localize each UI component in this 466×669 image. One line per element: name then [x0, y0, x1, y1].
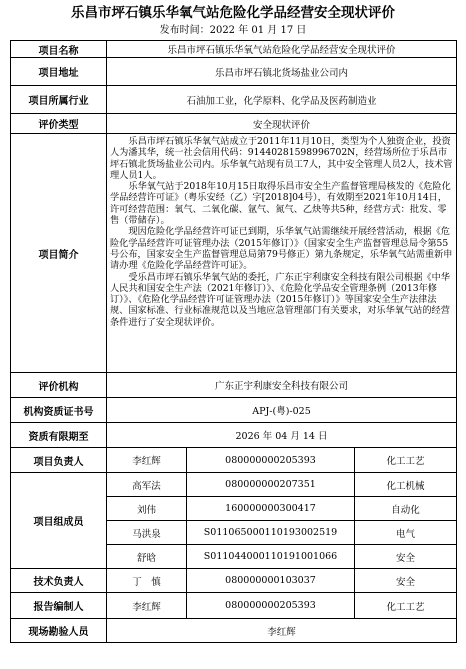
row-tech-leader: [11, 569, 457, 593]
row-site-survey: [11, 619, 457, 643]
project-address-label: 项目地址: [11, 58, 107, 86]
report-author-cert: 080000000205393: [187, 593, 355, 619]
project-leader-major: 化工工艺: [355, 448, 457, 473]
project-name-value: 乐昌市坪石镇乐华氧气站危险化学品经营安全现状评价: [107, 41, 457, 58]
eval-type-value: 安全现状评价: [107, 114, 457, 134]
member-major: 电气: [355, 521, 457, 545]
publish-date-label: 发布时间：: [159, 25, 210, 36]
valid-until-value: 2026 年 04 月 14 日: [107, 423, 457, 448]
member-row: [11, 473, 457, 497]
member-major: 安全: [355, 545, 457, 569]
intro-paragraph: 受乐昌市坪石镇乐华氧气站的委托，广东正宇利康安全科技有限公司根据《中华人民共和国安全生产法（2021年修订）》、《危险化学品安全管理条例（2013年修订）》、《危险化学品经营许可证管理办法（2015年修订）》等国家安全生产法律法规、国家标准、行业标准规范以及当地应急管理部门有关要求，对乐华氧气站的经营条件进行了安全现状评价。: [110, 271, 450, 328]
intro-paragraph: 现因危险化学品经营许可证已到期，乐华氧气站需继续开展经营活动，根据《危险化学品经营许可证管理办法（2015年修订）》（国家安全生产监督管理总局令第55号公布，国家安全生产监督管理总局第79号修正）第九条规定，乐华氧气站需重新申请办理《危险化学品经营许可证》。: [110, 226, 453, 272]
row-project-name: [11, 41, 457, 58]
document-title: 乐昌市坪石镇乐华氧气站危险化学品经营安全现状评价: [71, 5, 395, 21]
publish-date: 2022 年 01 月 17 日: [209, 25, 307, 36]
project-leader-label: 项目负责人: [11, 448, 107, 473]
tech-leader-cert: 080000000103037: [187, 569, 355, 593]
member-cert: S011044000110191001066: [187, 545, 355, 569]
industry-value: 石油加工业，化学原料、化学品及医药制造业: [107, 86, 457, 114]
member-major: 化工机械: [355, 473, 457, 497]
project-address-value: 乐昌市坪石镇北货场盐业公司内: [107, 58, 457, 86]
site-survey-label: 现场勘验人员: [11, 619, 107, 643]
intro-body: [107, 134, 457, 373]
project-leader-name: 李红辉: [107, 448, 187, 473]
row-project-leader: [11, 448, 457, 473]
tech-leader-name: 丁 慎: [107, 569, 187, 593]
eval-type-label: 评价类型: [11, 114, 107, 134]
row-report-author: [11, 593, 457, 619]
row-valid-until: [11, 423, 457, 448]
info-table: [10, 40, 457, 643]
intro-paragraph: 乐昌市坪石镇乐华氧气站成立于2011年11月10日，类型为个人独资企业，投资人为潘其华，统一社会信用代码：91440281598996702N，经营场所位于乐昌市坪石镇北货场盐业公司内。乐华氧气站现有员工7人，其中安全管理人员2人，技术管理人员1人。: [110, 136, 453, 181]
project-name-label: 项目名称: [11, 41, 107, 58]
license-label: 机构资质证书号: [11, 398, 107, 423]
member-major: 自动化: [355, 497, 457, 521]
row-eval-type: [11, 114, 457, 134]
member-cert: S011065000110193002519: [187, 521, 355, 545]
intro-label: 项目简介: [11, 134, 107, 373]
license-value: APJ-(粤)-025: [107, 398, 457, 423]
member-name: 马洪泉: [107, 521, 187, 545]
row-industry: [11, 86, 457, 114]
member-name: 舒晗: [107, 545, 187, 569]
member-name: 刘伟: [107, 497, 187, 521]
member-cert: 160000000300417: [187, 497, 355, 521]
report-author-major: 化工工艺: [355, 593, 457, 619]
row-intro: [11, 134, 457, 373]
report-author-label: 报告编制人: [11, 593, 107, 619]
tech-leader-label: 技术负责人: [11, 569, 107, 593]
industry-label: 项目所属行业: [11, 86, 107, 114]
site-survey-value: 李红辉: [107, 619, 457, 643]
tech-leader-major: 安全: [355, 569, 457, 593]
intro-paragraph: 乐华氧气站于2018年10月15日取得乐昌市安全生产监督管理局核发的《危险化学品经营许可证》（粤乐安经（乙）字[2018]04号），有效期至2021年10月14日，许可经营范围：氧气、二氧化碳、氩气、氮气、乙炔等共5种，经营方式：批发、零售（带储存）。: [110, 181, 451, 227]
agency-value: 广东正宇利康安全科技有限公司: [107, 373, 457, 398]
members-label: 项目组成员: [11, 473, 107, 569]
row-license: [11, 398, 457, 423]
report-author-name: 李红辉: [107, 593, 187, 619]
member-cert: 080000000207351: [187, 473, 355, 497]
agency-label: 评价机构: [11, 373, 107, 398]
row-agency: [11, 373, 457, 398]
project-leader-cert: 080000000205393: [187, 448, 355, 473]
row-project-address: [11, 58, 457, 86]
valid-until-label: 资质有限期至: [11, 423, 107, 448]
publish-date-line: [0, 24, 466, 38]
member-name: 高军法: [107, 473, 187, 497]
